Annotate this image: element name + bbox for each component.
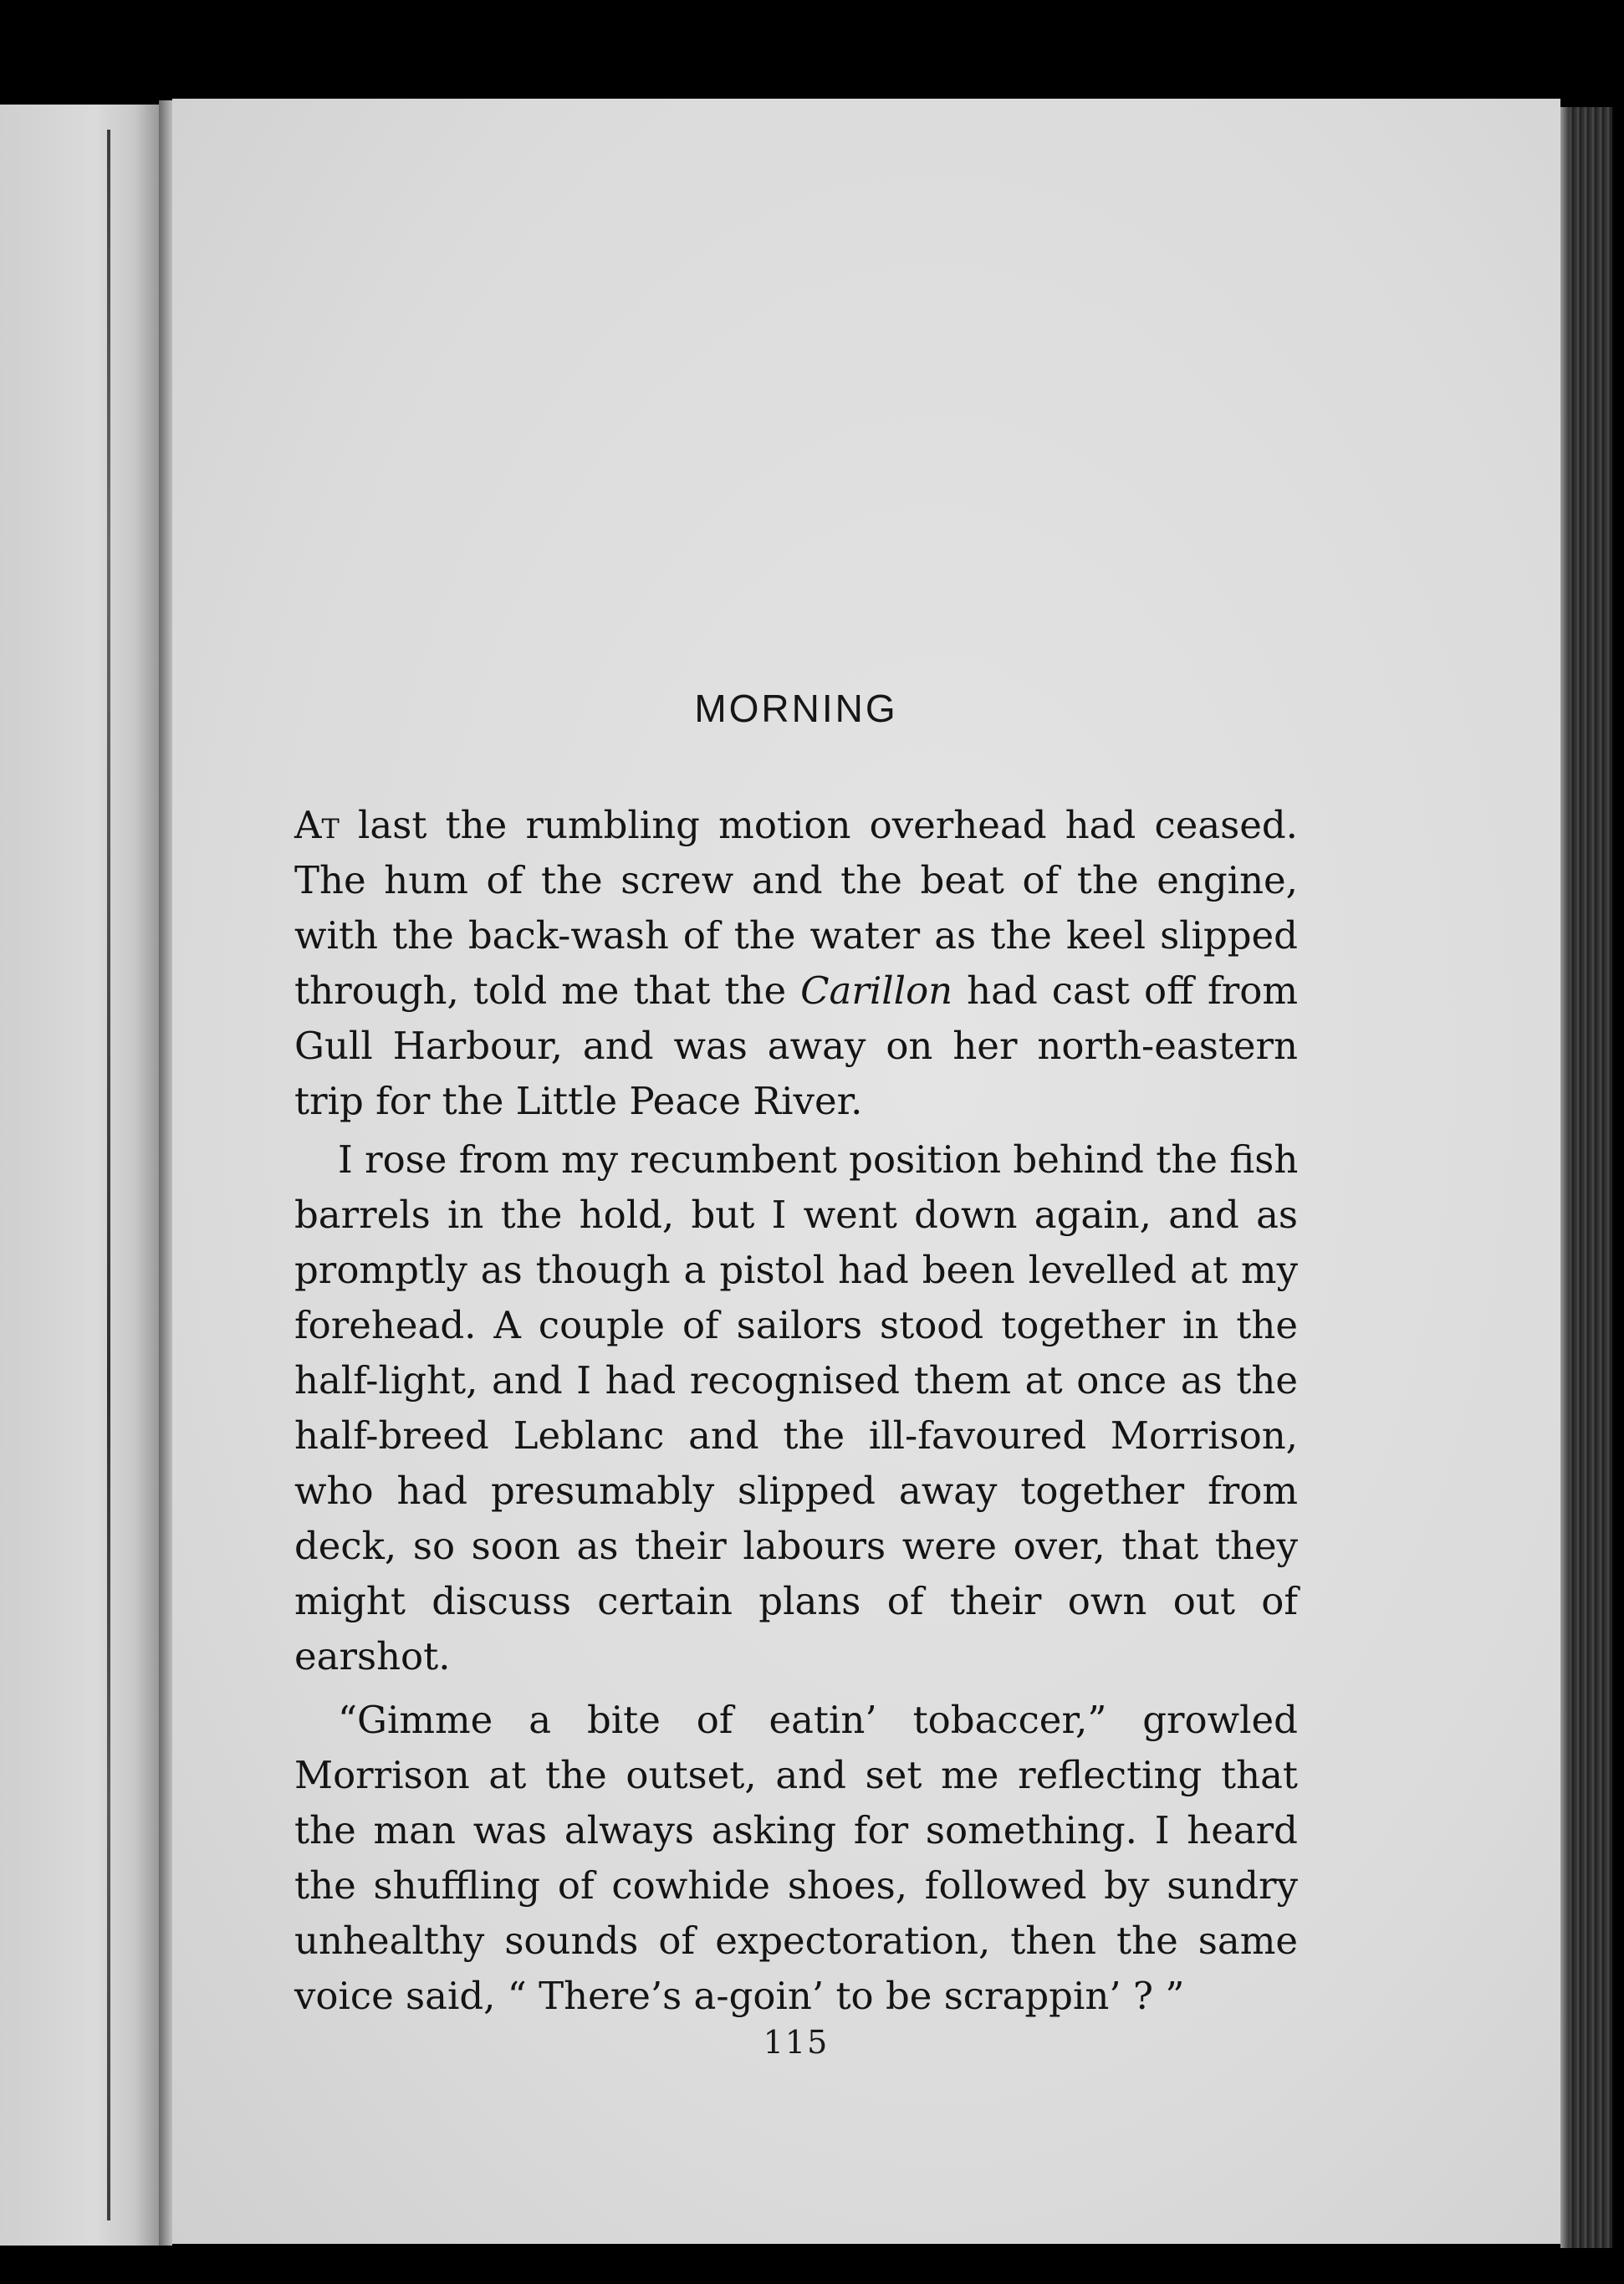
page-gutter [159,100,172,2246]
text-line: At last the rumbling motion overhead had ceased. [294,803,1298,847]
text-line: through, told me that the Carillon had cast off from [294,968,1298,1013]
text-line: voice said, “ There’s a-goin’ to be scrappin’ ? ” [294,1974,1185,2018]
text-line: promptly as though a pistol had been levelled at my [294,1248,1298,1292]
drop-word: At [294,803,340,847]
page-number: 115 [763,2024,830,2061]
text-line: Morrison at the outset, and set me reflecting that [294,1753,1298,1797]
text-line: Gull Harbour, and was away on her north-eastern [294,1024,1298,1068]
text-line: half-light, and I had recognised them at once as the [294,1358,1298,1403]
chapter-title: MORNING [694,687,898,730]
text-line: might discuss certain plans of their own out of [294,1579,1298,1623]
text-line: who had presumably slipped away together from [294,1469,1298,1513]
text-line: The hum of the screw and the beat of the engine, [294,858,1298,902]
text-line: half-breed Leblanc and the ill-favoured Morrison, [294,1413,1298,1458]
text-line: forehead. A couple of sailors stood together in the [294,1303,1298,1347]
text-line: the shuffling of cowhide shoes, followed by sundry [294,1863,1298,1908]
text-line: barrels in the hold, but I went down again, and as [294,1193,1298,1237]
text-line: I rose from my recumbent position behind the fish [338,1137,1299,1182]
text-line: earshot. [294,1634,451,1679]
text-line: “Gimme a bite of eatin’ tobaccer,” growled [338,1698,1298,1742]
previous-page-edge [0,105,159,2246]
text-line: unhealthy sounds of expectoration, then the same [294,1919,1298,1963]
text-line: deck, so soon as their labours were over, that they [294,1524,1298,1568]
text-line: trip for the Little Peace River. [294,1079,863,1123]
book-spine-edge [1560,107,1612,2248]
ship-name: Carillon [800,968,953,1013]
text-line: with the back-wash of the water as the keel slipped [294,913,1298,958]
text-line: the man was always asking for something. I heard [294,1808,1298,1852]
